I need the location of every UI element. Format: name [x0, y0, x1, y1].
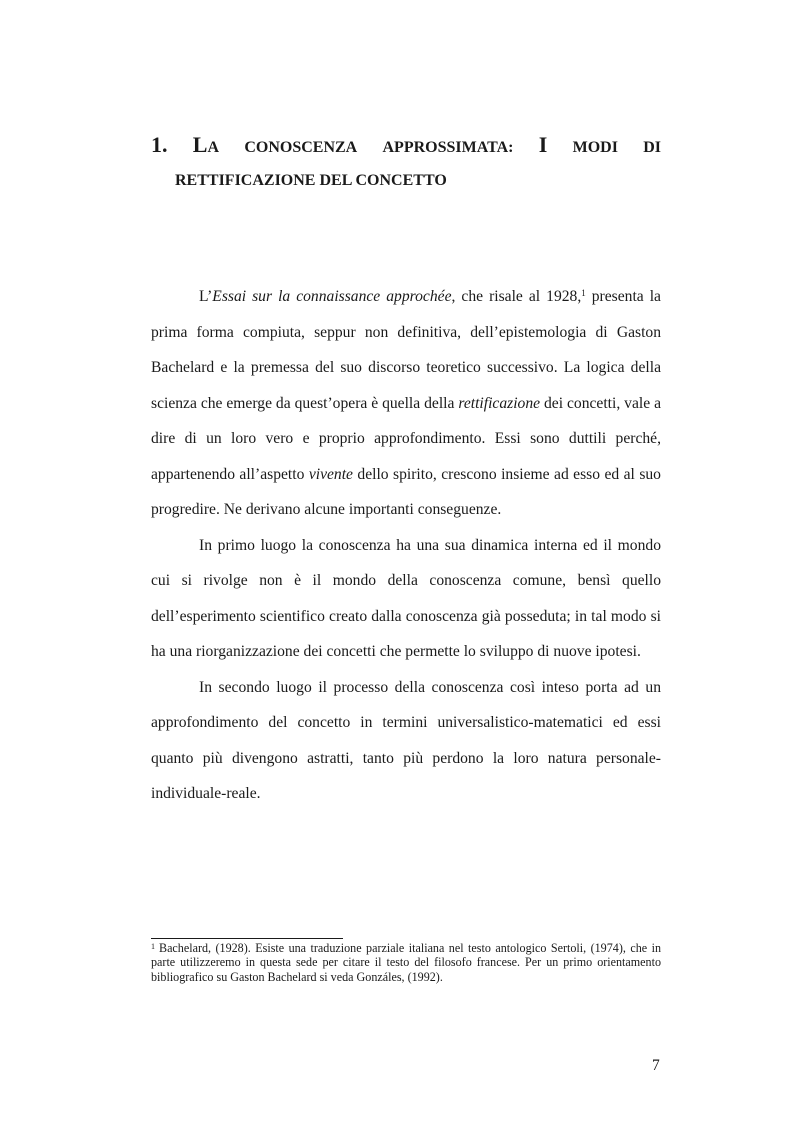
- chapter-number: 1.: [151, 132, 168, 157]
- heading-word: I: [538, 132, 548, 157]
- footnote-separator: [151, 938, 343, 939]
- emphasis-rettificazione: rettificazione: [458, 394, 541, 412]
- heading-word: MODI: [572, 139, 618, 156]
- footnote-reference[interactable]: 1: [581, 288, 586, 298]
- paragraph-1: L’Essai sur la connaissance approchée, che risale al 1928,$^1$ presenta la prima forma compiuta, seppur non definitiva, dell’epistemologia di Gaston Bachelard e la premessa del suo discorso teoretico successivo. La logica della scienza che emerge da quest’opera è quella della rettificazione dei concetti, vale a dire di un loro vero e proprio approfondimento. Essi sono duttili perché, appartenendo all’aspetto vivente dello spirito, crescono insieme ad esso ed al suo progredire. Ne derivano alcune importanti conseguenze.: [151, 288, 661, 518]
- paragraph-2: In primo luogo la conoscenza ha una sua dinamica interna ed il mondo cui si rivolge non è il mondo della conoscenza comune, bensì quello dell’esperimento scientifico creato dalla conoscenza già posseduta; in tal modo si ha una riorganizzazione dei concetti che permette lo sviluppo di nuove ipotesi.: [151, 536, 661, 660]
- emphasis-vivente: vivente: [308, 465, 353, 483]
- heading-line-1: [151, 132, 661, 158]
- book-title: Essai sur la connaissance approchée: [212, 288, 452, 305]
- page-number: 7: [652, 1057, 660, 1074]
- heading-word: APPROSSIMATA:: [382, 139, 514, 156]
- heading-word: DI: [643, 139, 661, 156]
- footnote: [151, 941, 661, 984]
- footnote-text: Bachelard, (1928). Esiste una traduzione parziale italiana nel testo antologico Sertoli, (1974), che in parte utilizzeremo in questa sede per citare il testo del filosofo francese. Per un primo orientamento bibliografico su Gaston Bachelard si veda Gonzáles, (1992).: [151, 941, 661, 984]
- heading-word: CONOSCENZA: [244, 139, 358, 156]
- chapter-heading: [151, 132, 661, 190]
- heading-line-2: RETTIFICAZIONE DEL CONCETTO: [175, 172, 447, 189]
- footnote-mark: 1: [151, 942, 155, 951]
- heading-word: LA: [192, 132, 220, 157]
- paragraph-3: In secondo luogo il processo della conoscenza così inteso porta ad un approfondimento del concetto in termini universalistico-matematici ed essi quanto più divengono astratti, tanto più perdono la loro natura personale-individuale-reale.: [151, 678, 661, 802]
- body-text: [151, 279, 661, 812]
